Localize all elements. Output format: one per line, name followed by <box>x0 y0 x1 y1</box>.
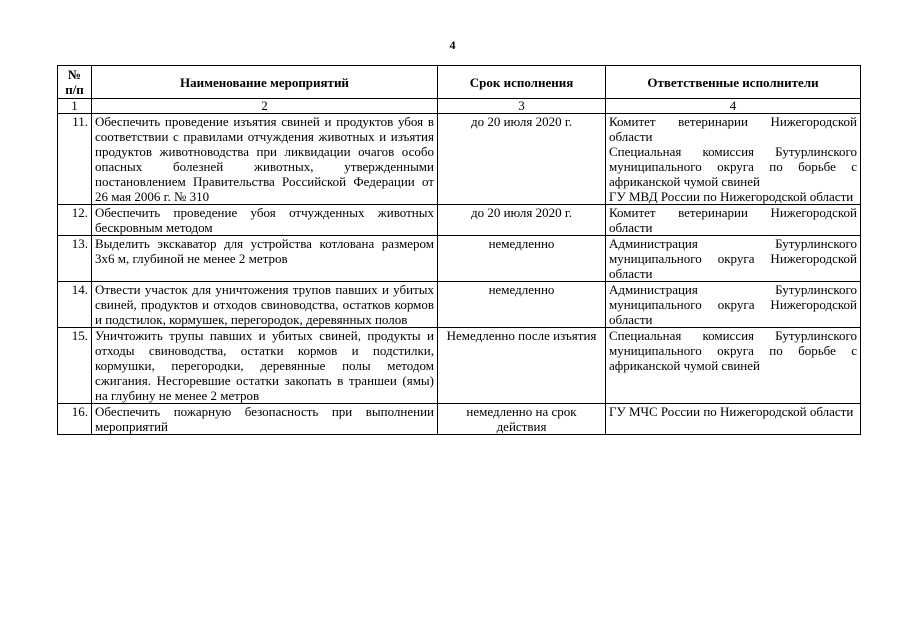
measures-table <box>57 65 861 435</box>
column-index-row <box>58 99 861 114</box>
responsible-executor: Администрация Бутурлинского муниципального округа Нижегородской области <box>609 282 857 327</box>
column-index: 2 <box>92 99 438 114</box>
responsible-executor: Специальная комиссия Бутурлинского муниципального округа по борьбе с африканской чумой свиней <box>609 144 857 189</box>
responsible-executor: Специальная комиссия Бутурлинского муниципального округа по борьбе с африканской чумой свиней <box>609 328 857 373</box>
header-resp: Ответственные исполнители <box>606 66 861 99</box>
table-row <box>58 328 861 404</box>
responsible-executor: Комитет ветеринарии Нижегородской области <box>609 114 857 144</box>
page-number: 4 <box>449 38 456 52</box>
responsible-executor: ГУ МЧС России по Нижегородской области <box>609 404 854 419</box>
measure-term: до 20 июля 2020 г. <box>438 114 606 205</box>
table-body <box>58 114 861 435</box>
responsible-executors <box>606 205 861 236</box>
responsible-executor: Администрация Бутурлинского муниципального округа Нижегородской области <box>609 236 857 281</box>
measure-term: немедленно <box>438 236 606 282</box>
responsible-executors <box>606 282 861 328</box>
measure-name: Обеспечить проведение убоя отчужденных животных бескровным методом <box>92 205 438 236</box>
column-index: 4 <box>606 99 861 114</box>
header-num: № п/п <box>58 66 92 99</box>
row-number: 13. <box>58 236 92 282</box>
table-header-row <box>58 66 861 99</box>
measure-name: Выделить экскаватор для устройства котлована размером 3х6 м, глубиной не менее 2 метров <box>92 236 438 282</box>
responsible-executor: Комитет ветеринарии Нижегородской области <box>609 205 857 235</box>
row-number: 14. <box>58 282 92 328</box>
row-number: 12. <box>58 205 92 236</box>
header-term: Срок исполнения <box>438 66 606 99</box>
measure-term: Немедленно после изъятия <box>438 328 606 404</box>
responsible-executors <box>606 404 861 435</box>
table-row <box>58 282 861 328</box>
measure-name: Обеспечить пожарную безопасность при выполнении мероприятий <box>92 404 438 435</box>
measure-name: Обеспечить проведение изъятия свиней и продуктов убоя в соответствии с правилами отчуждения животных и изъятия продуктов животноводства при ликвидации очагов особо опасных болезней животных, утвержденными постановлением Правительства Российской Федерации от 26 мая 2006 г. № 310 <box>92 114 438 205</box>
responsible-executor: ГУ МВД России по Нижегородской области <box>609 189 854 204</box>
table-row <box>58 114 861 205</box>
measure-term: до 20 июля 2020 г. <box>438 205 606 236</box>
responsible-executors <box>606 328 861 404</box>
measure-term: немедленно на срок действия <box>438 404 606 435</box>
table-row <box>58 236 861 282</box>
table-row <box>58 205 861 236</box>
header-name: Наименование мероприятий <box>92 66 438 99</box>
row-number: 16. <box>58 404 92 435</box>
column-index: 3 <box>438 99 606 114</box>
measure-name: Отвести участок для уничтожения трупов павших и убитых свиней, продуктов и отходов свиноводства, остатков кормов и подстилок, кормушек, перегородок, деревянных полов <box>92 282 438 328</box>
responsible-executors <box>606 114 861 205</box>
measure-name: Уничтожить трупы павших и убитых свиней, продукты и отходы свиноводства, остатки кормов и подстилки, кормушки, перегородки, деревянные полы методом сжигания. Несгоревшие остатки закопать в траншеи (ямы) на глубину не менее 2 метров <box>92 328 438 404</box>
table-row <box>58 404 861 435</box>
column-index: 1 <box>58 99 92 114</box>
measure-term: немедленно <box>438 282 606 328</box>
row-number: 15. <box>58 328 92 404</box>
row-number: 11. <box>58 114 92 205</box>
responsible-executors <box>606 236 861 282</box>
